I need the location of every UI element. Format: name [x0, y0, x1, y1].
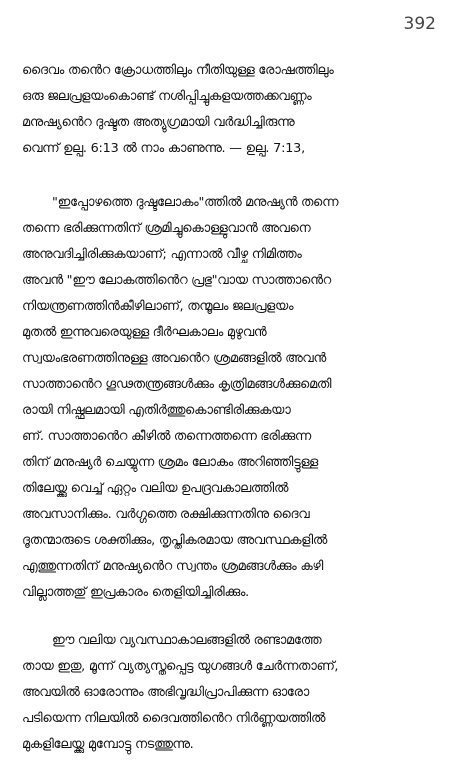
- text-line: എത്തുന്നതിന് മനുഷ്യൻെറ സ്വന്തം ശ്രമങ്ങൾക്കും കഴി: [22, 559, 324, 574]
- text-line: സാത്താൻെറ ഗൂഢതന്ത്രങ്ങൾക്കും കൃത്രിമങ്ങൾക്കുമെതി: [22, 377, 332, 392]
- text-line: വെന്ന് ഉല്പ. 6:13 ൽ നാം കാണുന്നു. — ഉല്പ. 7:13,: [22, 141, 305, 156]
- text-line: സ്വയംഭരണത്തിനുള്ള അവൻെറ ശ്രമങ്ങളിൽ അവൻ: [22, 351, 326, 366]
- text-line: ദൂതന്മാരുടെ ശക്തിക്കും, തൃപ്തികരമായ അവസ്ഥകളിൽ: [22, 533, 327, 548]
- paragraph-1: [22, 62, 434, 166]
- text-line: മുതൽ ഇന്നുവരെയുള്ള ദീർഘകാലം മുഴുവൻ: [22, 325, 267, 340]
- text-line: വില്ലാത്തതു് ഇപ്രകാരം തെളിയിച്ചിരിക്കും.: [22, 585, 250, 600]
- text-line: അവസാനിക്കും. വർഗ്ഗത്തെ രക്ഷിക്കുന്നതിനു ദൈവ: [22, 507, 310, 522]
- text-line: അവയിൽ ഓരോന്നും അഭിവൃദ്ധിപ്രാപിക്കുന്ന ഓരോ: [22, 685, 310, 700]
- text-line: ണ്. സാത്താൻെറ കീഴിൽ തന്നെത്തന്നെ ഭരിക്കുന്ന: [22, 429, 311, 444]
- text-line: മുകളിലേയ്ക്കു മുമ്പോട്ടു നടത്തുന്നു.: [22, 737, 194, 752]
- text-line: തന്നെ ഭരിക്കുന്നതിന് ശ്രമിച്ചുകൊള്ളുവാൻ അവനെ: [22, 221, 311, 236]
- paragraph-2: [22, 194, 434, 610]
- text-line: രായി നിഷ്ഫലമായി എതിർത്തുകൊണ്ടിരിക്കുകയാ: [22, 403, 291, 418]
- text-line: അനുവദിച്ചിരിക്കുകയാണ്; എന്നാൽ വീഴ്ച നിമിത്തം: [22, 247, 302, 262]
- text-line: തായ ഇതു, മൂന്ന് വ്യത്യസ്തപ്പെട്ട യുഗങ്ങൾ ചേർന്നതാണ്,: [22, 659, 339, 674]
- text-line: തിലേയ്ക്കു വെച്ച് ഏറ്റം വലിയ ഉപദ്രവകാലത്തിൽ: [22, 481, 289, 496]
- text-line: ഒരു ജലപ്രളയംകൊണ്ട് നശിപ്പിച്ചുകളയത്തക്കവണ്ണം: [22, 89, 312, 104]
- page-body: [22, 62, 434, 762]
- text-line: അവൻ "ഈ ലോകത്തിൻെറ പ്രഭു"വായ സാത്താൻെറ: [22, 273, 331, 288]
- text-line: മനുഷ്യൻെറ ദുഷ്ടത അത്യുഗ്രമായി വർദ്ധിച്ചിരുന്നു: [22, 115, 295, 130]
- text-line: ഈ വലിയ വ്യവസ്ഥാകാലങ്ങളിൽ രണ്ടാമത്തേ: [52, 633, 322, 648]
- text-line: നിയന്ത്രണത്തിൻകീഴിലാണ്, തന്മൂലം ജലപ്രളയം: [22, 299, 294, 314]
- text-line: ദൈവം തൻെറ ക്രോധത്തിലും നീതിയുള്ള രോഷത്തിലും: [22, 63, 334, 78]
- page-number: 392: [403, 14, 436, 34]
- text-line: തിന് മനുഷ്യർ ചെയ്യുന്ന ശ്രമം ലോകം അറിഞ്ഞിട്ടുള്ള: [22, 455, 318, 470]
- text-line: "ഇപ്പോഴത്തെ ദുഷ്ടലോകം"ത്തിൽ മനുഷ്യൻ തന്നെ: [52, 195, 339, 210]
- text-line: പടിയെന്ന നിലയിൽ ദൈവത്തിൻെറ നിർണ്ണയത്തിൽ: [22, 711, 326, 726]
- paragraph-3: [22, 632, 434, 762]
